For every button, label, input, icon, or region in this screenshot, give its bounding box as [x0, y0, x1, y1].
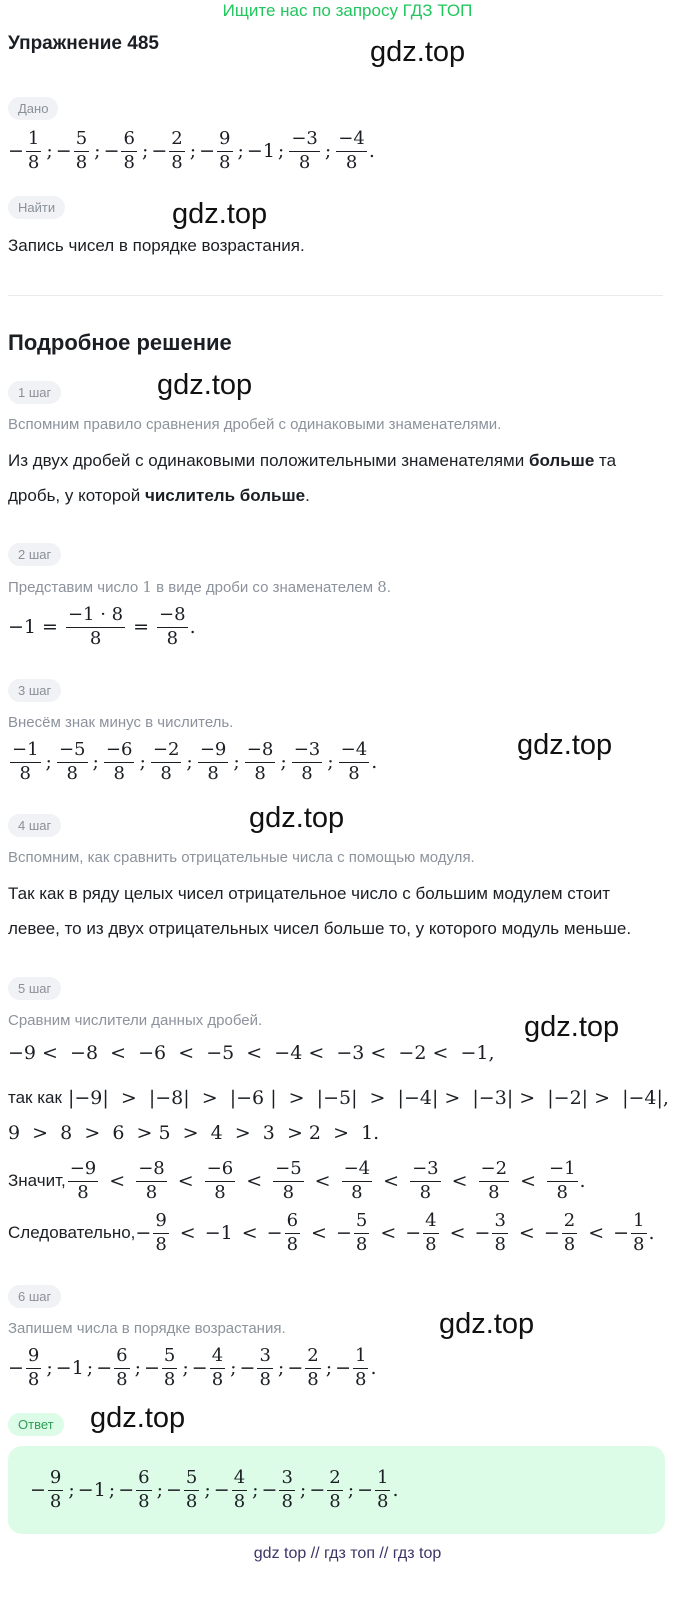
numerator: 5: [354, 1211, 369, 1234]
separator: <: [311, 1222, 327, 1244]
numerator: 1: [353, 1346, 368, 1369]
separator: ;: [204, 1479, 211, 1501]
sign: −: [213, 1479, 230, 1501]
denominator: 8: [214, 1181, 226, 1203]
math-text: |−9| > |−8| > |−6 | > |−5| > |−4| > |−3| > |−2| > |−4|,: [61, 1087, 669, 1109]
numerator: −8: [245, 740, 276, 763]
fraction: [210, 1346, 225, 1390]
separator: ;: [280, 751, 287, 773]
step-chip: 5 шаг: [8, 977, 61, 1000]
numerator: −2: [151, 740, 182, 763]
sign: −: [8, 140, 24, 162]
sign: −: [30, 1479, 46, 1501]
separator: ;: [141, 140, 149, 162]
sign: −: [191, 1357, 208, 1379]
sign: −: [357, 1479, 374, 1501]
find-text: Запись чисел в порядке возрастания.: [8, 236, 305, 255]
denominator: 8: [207, 762, 219, 784]
numerator: 5: [74, 129, 89, 152]
math-text: .: [648, 1222, 655, 1244]
denominator: 8: [282, 1181, 295, 1203]
sign: −: [335, 1222, 352, 1244]
step-chip: 1 шаг: [8, 381, 61, 404]
denominator: 8: [166, 627, 179, 649]
sign: −: [474, 1222, 491, 1244]
denominator: 8: [123, 151, 135, 173]
bold-text: числитель больше: [144, 486, 306, 505]
separator: ;: [134, 1357, 141, 1379]
watermark: gdz.top: [249, 802, 345, 834]
fraction: [57, 740, 88, 784]
denominator: 8: [329, 1490, 341, 1512]
numerator: 2: [305, 1346, 320, 1369]
separator: <: [177, 1170, 194, 1192]
separator: ;: [299, 1479, 307, 1501]
numerator: 2: [169, 129, 184, 152]
denominator: 8: [163, 1368, 176, 1390]
step-hint: Сравним числители данных дробей.: [8, 1012, 263, 1029]
sign: −: [8, 1357, 24, 1379]
numerator: −5: [57, 740, 88, 763]
numerator: 5: [162, 1346, 177, 1369]
denominator: 8: [113, 762, 125, 784]
denominator: 8: [160, 762, 172, 784]
fraction: [354, 1211, 369, 1255]
denominator: 8: [77, 1181, 89, 1203]
fraction: [48, 1468, 63, 1512]
find-chip: Найти: [8, 196, 65, 219]
separator: ;: [68, 1479, 75, 1501]
separator: ;: [156, 1479, 163, 1501]
separator: <: [588, 1222, 605, 1244]
exercise-title: Упражнение 485: [8, 33, 159, 54]
fraction: [169, 129, 184, 173]
denominator: 8: [298, 151, 311, 173]
step-chip: 3 шаг: [8, 679, 61, 702]
separator: <: [520, 1170, 536, 1192]
watermark: gdz.top: [90, 1402, 186, 1434]
sign: −: [335, 1357, 352, 1379]
numerator: 9: [153, 1211, 168, 1234]
separator: <: [246, 1170, 263, 1192]
numerator: −3: [289, 129, 320, 152]
step-text: Так как в ряду целых чисел отрицательное число с большим модулем стоит: [8, 884, 611, 903]
solution-title: Подробное решение: [8, 330, 232, 355]
separator: <: [314, 1170, 331, 1192]
denominator: 8: [19, 762, 31, 784]
sign: −: [151, 140, 168, 162]
numerator: 5: [184, 1468, 199, 1491]
step-math: [8, 737, 377, 787]
step-math: 9 > 8 > 6 > 5 > 4 > 3 > 2 > 1.: [8, 1122, 380, 1144]
separator: <: [451, 1170, 468, 1192]
fraction: [217, 129, 232, 173]
fraction: [10, 740, 41, 784]
numerator: 1: [26, 129, 41, 152]
denominator: 8: [307, 1368, 319, 1390]
fraction: [479, 1159, 510, 1203]
text-part: в виде дроби со знаменателем: [151, 579, 378, 596]
fraction: [353, 1346, 368, 1390]
math-label: так как: [8, 1088, 62, 1107]
separator: ;: [94, 140, 101, 162]
denominator: 8: [425, 1233, 437, 1255]
text-part: Представим число: [8, 579, 143, 596]
step-hint: Запишем числа в порядке возрастания.: [8, 1320, 286, 1337]
math-text: .: [371, 751, 378, 773]
sign: −: [239, 1357, 256, 1379]
watermark: gdz.top: [370, 36, 466, 68]
separator: ;: [45, 751, 52, 773]
separator: ;: [324, 140, 332, 162]
denominator: 8: [145, 1181, 158, 1203]
separator: <: [380, 1222, 397, 1244]
math-text: .: [392, 1479, 399, 1501]
fraction: [375, 1468, 390, 1512]
denominator: 8: [66, 762, 78, 784]
divider: [8, 295, 663, 296]
denominator: 8: [254, 762, 266, 784]
numerator: 9: [48, 1468, 63, 1491]
sign: −: [165, 1479, 182, 1501]
step-math: −9 < −8 < −6 < −5 < −4 < −3 < −2 < −1,: [8, 1042, 495, 1064]
denominator: 8: [259, 1368, 271, 1390]
separator: ;: [92, 751, 99, 773]
text-part: Из двух дробей с одинаковыми положительными знаменателями: [8, 451, 529, 470]
number: 1: [142, 578, 152, 596]
numerator: −6: [205, 1159, 236, 1182]
fraction: [232, 1468, 247, 1512]
step-math: [8, 1087, 669, 1109]
numerator: 4: [232, 1468, 247, 1491]
denominator: 8: [348, 762, 360, 784]
numerator: 2: [327, 1468, 342, 1491]
denominator: 8: [155, 1233, 167, 1255]
fraction: [273, 1159, 304, 1203]
fraction: [492, 1211, 507, 1255]
denominator: 8: [89, 627, 102, 649]
fraction: [285, 1211, 300, 1255]
denominator: 8: [185, 1490, 198, 1512]
sign: −: [135, 1222, 152, 1244]
numerator: −4: [342, 1159, 373, 1182]
sign: −: [103, 140, 120, 162]
separator: <: [518, 1222, 535, 1244]
fraction: [562, 1211, 577, 1255]
denominator: 8: [138, 1490, 150, 1512]
numerator: −9: [68, 1159, 99, 1182]
separator: ;: [233, 751, 240, 773]
sign: −: [287, 1357, 304, 1379]
numerator: 3: [279, 1468, 294, 1491]
numerator: 9: [217, 129, 232, 152]
top-banner: Ищите нас по запросу ГДЗ ТОП: [222, 1, 473, 20]
denominator: 8: [27, 1368, 40, 1390]
fraction: [198, 740, 229, 784]
given-math: [8, 126, 375, 176]
step-text: [8, 486, 310, 506]
separator: ;: [108, 1479, 116, 1501]
fraction: [205, 1159, 236, 1203]
separator: ;: [186, 751, 193, 773]
numerator: −9: [198, 740, 229, 763]
separator: <: [383, 1170, 400, 1192]
given-chip: Дано: [8, 97, 58, 120]
sign: −: [613, 1222, 630, 1244]
denominator: 8: [351, 1181, 363, 1203]
math-text: −1: [77, 1479, 106, 1501]
watermark: gdz.top: [524, 1011, 620, 1043]
numerator: 6: [285, 1211, 300, 1234]
separator: ;: [237, 140, 244, 162]
fraction: [151, 740, 182, 784]
fraction: [162, 1346, 177, 1390]
step-hint: Вспомним, как сравнить отрицательные числа с помощью модуля.: [8, 849, 475, 866]
watermark: gdz.top: [172, 198, 268, 230]
sign: −: [199, 140, 216, 162]
separator: <: [179, 1222, 196, 1244]
numerator: −3: [292, 740, 323, 763]
sign: −: [309, 1479, 326, 1501]
watermark: gdz.top: [157, 369, 253, 401]
separator: ;: [347, 1479, 355, 1501]
separator: ;: [182, 1357, 189, 1379]
fraction: [153, 1211, 168, 1255]
denominator: 8: [345, 151, 358, 173]
numerator: 6: [114, 1346, 129, 1369]
fraction: [423, 1211, 438, 1255]
fraction: [292, 740, 323, 784]
text-part: .: [386, 579, 391, 596]
denominator: 8: [75, 151, 88, 173]
fraction: [342, 1159, 373, 1203]
answer-math: [30, 1465, 399, 1515]
numerator: −8: [136, 1159, 167, 1182]
denominator: 8: [419, 1181, 432, 1203]
fraction: [68, 1159, 99, 1203]
numerator: −1 · 8: [66, 605, 125, 628]
numerator: −4: [336, 129, 367, 152]
sign: −: [118, 1479, 135, 1501]
denominator: 8: [633, 1233, 645, 1255]
step-hint: Внесём знак минус в числитель.: [8, 714, 234, 731]
number: 8: [377, 578, 387, 596]
answer-chip: Ответ: [8, 1413, 64, 1436]
denominator: 8: [211, 1368, 224, 1390]
math-text: −1: [246, 140, 275, 162]
numerator: −6: [104, 740, 135, 763]
math-text: .: [579, 1170, 586, 1192]
denominator: 8: [494, 1233, 506, 1255]
fraction: [136, 1468, 151, 1512]
separator: ;: [277, 140, 285, 162]
math-text: =: [133, 616, 150, 638]
denominator: 8: [27, 151, 40, 173]
separator: ;: [46, 1357, 53, 1379]
watermark: gdz.top: [439, 1308, 535, 1340]
denominator: 8: [556, 1181, 568, 1203]
denominator: 8: [563, 1233, 576, 1255]
fraction: [114, 1346, 129, 1390]
numerator: 6: [136, 1468, 151, 1491]
denominator: 8: [355, 1368, 367, 1390]
numerator: −1: [547, 1159, 578, 1182]
fraction: [257, 1346, 272, 1390]
separator: ;: [139, 751, 146, 773]
math-text: −1 =: [8, 616, 58, 638]
numerator: 4: [423, 1211, 438, 1234]
numerator: −5: [273, 1159, 304, 1182]
fraction: [279, 1468, 294, 1512]
separator: ;: [189, 140, 197, 162]
separator: ;: [325, 1357, 333, 1379]
denominator: 8: [355, 1233, 368, 1255]
footer-links: gdz top // гдз топ // гдз top: [253, 1545, 442, 1562]
numerator: 6: [121, 129, 136, 152]
step-math: [8, 1156, 586, 1206]
fraction: [336, 129, 367, 173]
fraction: [289, 129, 320, 173]
fraction: [66, 605, 125, 649]
fraction: [104, 740, 135, 784]
step-chip: 6 шаг: [8, 1285, 61, 1308]
watermark: gdz.top: [517, 729, 613, 761]
sign: −: [266, 1222, 283, 1244]
separator: ;: [46, 140, 53, 162]
fraction: [305, 1346, 320, 1390]
sign: −: [55, 140, 72, 162]
sign: −: [405, 1222, 422, 1244]
separator: <: [241, 1222, 258, 1244]
denominator: 8: [171, 151, 183, 173]
step-hint: Вспомним правило сравнения дробей с одинаковыми знаменателями.: [8, 416, 502, 433]
text-part: дробь, у которой: [8, 486, 145, 505]
denominator: 8: [286, 1233, 299, 1255]
text-part: та: [594, 451, 617, 470]
math-text: .: [189, 616, 196, 638]
step-math: [8, 1343, 377, 1393]
denominator: 8: [377, 1490, 389, 1512]
sign: −: [96, 1357, 113, 1379]
numerator: 3: [257, 1346, 272, 1369]
fraction: [157, 605, 188, 649]
separator: <: [449, 1222, 466, 1244]
numerator: 9: [26, 1346, 41, 1369]
fraction: [26, 1346, 41, 1390]
math-text: .: [368, 140, 375, 162]
numerator: 2: [562, 1211, 577, 1234]
math-text: −1: [204, 1222, 233, 1244]
denominator: 8: [49, 1490, 62, 1512]
fraction: [74, 129, 89, 173]
separator: ;: [86, 1357, 94, 1379]
sign: −: [261, 1479, 278, 1501]
text-part: .: [305, 486, 310, 505]
sign: −: [543, 1222, 560, 1244]
numerator: 1: [631, 1211, 646, 1234]
math-label: Следовательно,: [8, 1223, 136, 1242]
denominator: 8: [281, 1490, 293, 1512]
step-math: [8, 602, 196, 652]
math-text: −1: [55, 1357, 84, 1379]
fraction: [121, 129, 136, 173]
denominator: 8: [301, 762, 313, 784]
separator: ;: [252, 1479, 259, 1501]
step-chip: 2 шаг: [8, 543, 61, 566]
numerator: −2: [479, 1159, 510, 1182]
math-label: Значит,: [8, 1171, 66, 1190]
numerator: 1: [375, 1468, 390, 1491]
denominator: 8: [219, 151, 231, 173]
numerator: −1: [10, 740, 41, 763]
numerator: 3: [492, 1211, 507, 1234]
fraction: [339, 740, 370, 784]
fraction: [327, 1468, 342, 1512]
separator: <: [109, 1170, 126, 1192]
separator: ;: [327, 751, 334, 773]
fraction: [184, 1468, 199, 1512]
step-chip: 4 шаг: [8, 814, 61, 837]
fraction: [547, 1159, 578, 1203]
fraction: [136, 1159, 167, 1203]
step-hint: [8, 578, 391, 596]
denominator: 8: [233, 1490, 246, 1512]
fraction: [631, 1211, 646, 1255]
fraction: [245, 740, 276, 784]
sign: −: [143, 1357, 160, 1379]
step-math: [8, 1208, 655, 1258]
numerator: −3: [410, 1159, 441, 1182]
step-text: [8, 451, 616, 471]
separator: ;: [277, 1357, 285, 1379]
numerator: −4: [339, 740, 370, 763]
denominator: 8: [116, 1368, 128, 1390]
bold-text: больше: [528, 451, 595, 470]
numerator: 4: [210, 1346, 225, 1369]
math-text: .: [370, 1357, 377, 1379]
fraction: [410, 1159, 441, 1203]
step-text: левее, то из двух отрицательных чисел больше то, у которого модуль меньше.: [8, 919, 632, 938]
separator: ;: [230, 1357, 237, 1379]
numerator: −8: [157, 605, 188, 628]
fraction: [26, 129, 41, 173]
denominator: 8: [488, 1181, 500, 1203]
